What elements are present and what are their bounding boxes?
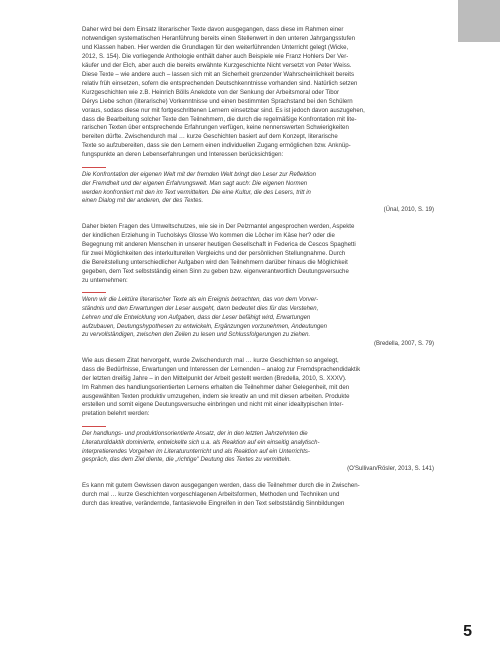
quote-line: ständnis und den Erwartungen der Leser ausgeht, dann bedeutet dies für das Verstehen, <box>82 306 319 313</box>
text-line: durch das kreative, verändernde, fantasievolle Eingreifen in den Text selbstständig Sinnbildungen <box>82 499 345 507</box>
text-line: notwendigen systematischen Heranführung bereits einen Stellenwert in den unteren Jahrgangsstufen <box>82 34 356 42</box>
quote-citation: (Ünal, 2010, S. 19) <box>383 207 434 214</box>
text-line: die Bereitstellung unterschiedlicher Aufgaben wird den Teilnehmern darüber hinaus die Möglichkeit <box>82 258 348 266</box>
text-line: käufer und der Elch, aber auch die bereits erwähnte Kurzgeschichte Nicht versetzt von Peter Weiss. <box>82 61 352 69</box>
quote-line: einen Dialog mit der anderen, der des Textes. <box>82 198 204 205</box>
paragraph <box>82 482 434 509</box>
text-line: fungspunkte an deren Lebenserfahrungen und Interessen berücksichtigen: <box>82 151 284 159</box>
quote-line: zu vervollständigen, zwischen den Zeilen zu lesen und Schlussfolgerungen zu ziehen. <box>82 332 311 339</box>
text-line: Es kann mit gutem Gewissen davon ausgegangen werden, dass die Teilnehmer durch die in Zwischen- <box>82 481 360 489</box>
quote-line: interpretierendes Vorgehen im Literaturunterricht und als Reaktion auf ein Unterrichts- <box>82 448 310 455</box>
text-line: erstellen und somit eigene Deutungsversuche einbringen und nicht mit einer idealtypischen Inter- <box>82 401 344 409</box>
block-quote <box>82 426 434 474</box>
quote-line: Literaturdidaktik dominierte, entwickelte sich u.a. als Reaktion auf ein einseitig analytisch- <box>82 440 320 447</box>
quote-line: der Fremdheit und der eigenen Erfahrungswelt. Man sagt auch: Die eigenen Normen <box>82 181 308 187</box>
text-line: ausgewählten Texten produktiv umzugehen, indem sie kreativ an und mit diesen arbeiten. Produkte <box>82 392 350 400</box>
text-line: und Klassen haben. Hier werden die Grundlagen für den weiterführenden Unterricht gelegt (Wicke, <box>82 43 349 51</box>
quote-line: Die Konfrontation der eigenen Welt mit der fremden Welt bringt den Leser zur Reflektion <box>82 172 316 179</box>
text-line: Im Rahmen des handlungsorientierten Lernens erhalten die Teilnehmer daher Gelegenheit, mit den <box>82 383 350 391</box>
paragraph <box>82 223 434 286</box>
chapter-tab-marker <box>458 0 500 42</box>
text-line: für zwei Möglichkeiten des interkulturellen Vergleichs und der persönlichen Stellungnahme. Durch <box>82 249 346 257</box>
quote-rule <box>82 167 106 168</box>
text-line: rarischen Texten über entsprechende Erfahrungen verfügen, keine nennenswerten Schwierigkeiten <box>82 124 349 132</box>
text-line: durch mal … kurze Geschichten vorgeschlagenen Arbeitsformen, Methoden und Techniken und <box>82 490 340 498</box>
quote-line: gespräch, das dem Ziel diente, die „richtige" Deutung des Textes zu vermitteln. <box>82 457 292 464</box>
text-line: voraus, sodass diese nur mit fortgeschrittenen Lernern einsetzbar sind. Es ist jedoch davon auszugehen, <box>82 106 365 114</box>
quote-citation: (O'Sullivan/Rösler, 2013, S. 141) <box>347 466 434 473</box>
quote-line: Der handlungs- und produktionsorientierte Ansatz, der in den letzten Jahrzehnten die <box>82 431 308 438</box>
text-line: 2012, S. 154). Die vorliegende Anthologie enthält daher auch Beispiele wie Franz Hohlers Der Ver- <box>82 52 349 60</box>
quote-line: Wenn wir die Lektüre literarischer Texte als ein Ereignis betrachten, das von dem Vorver- <box>82 297 319 304</box>
text-line: Diese Texte – wie andere auch – lassen sich mit an Sicherheit grenzender Wahrscheinlichkeit bereits <box>82 70 354 78</box>
text-line: Daher wird bei dem Einsatz literarischer Texte davon ausgegangen, dass diese im Rahmen einer <box>82 26 344 33</box>
text-line: Begegnung mit anderen Menschen in unserer heutigen Gesellschaft in Federica de Cescos Spaghetti <box>82 240 356 248</box>
text-line: Kurzgeschichten wie z.B. Heinrich Bölls Anekdote von der Senkung der Arbeitsmoral oder Tibor <box>82 88 340 96</box>
text-line: Texte so aufzubereiten, dass sie den Lernern einen individuellen Zugang ermöglichen bzw. Anknüp- <box>82 142 351 150</box>
page-number: 5 <box>463 623 472 640</box>
quote-rule <box>82 426 106 427</box>
paragraph <box>82 357 434 420</box>
quote-citation: (Bredella, 2007, S. 79) <box>373 341 434 347</box>
text-line: der kindlichen Erziehung in Tucholskys Glosse Wo kommen die Löcher im Käse her? oder die <box>82 231 335 239</box>
text-line: Daher bieten Fragen des Umweltschutzes, wie sie in Der Pelzmantel angesprochen werden, Aspekte <box>82 222 355 230</box>
text-line: relativ früh einsetzen, sofern die entsprechenden Deutschkenntnisse vorhanden sind. Natürlich setzen <box>82 79 358 87</box>
block-quote <box>82 167 434 215</box>
text-line: dass die Bearbeitung solcher Texte den Teilnehmern, die durch die regelmäßige Konfrontation mit lite- <box>82 115 357 123</box>
page-body <box>82 26 434 509</box>
text-line: gegeben, dem Text selbstständig einen Sinn zu geben bzw. eigenverantwortlich Deutungsversuche <box>82 267 349 275</box>
quote-rule <box>82 292 106 293</box>
text-line: bereiten dürfte. Zwischendurch mal … kurze Geschichten basiert auf dem Konzept, literarische <box>82 133 338 141</box>
text-line: zu unternehmen: <box>82 276 128 284</box>
text-line: Dérys Liebe schon (literarische) Vorkenntnisse und einen bestimmten Sprachstand bei den Schülern <box>82 97 353 105</box>
text-line: der letzten dreißig Jahre – in den Mittelpunkt der Arbeit gestellt werden (Bredella, 2010, S. XXXV). <box>82 374 347 382</box>
quote-line: werden konfrontiert mit den im Text vermittelten. Die eine Kultur, die des Lesers, tritt in <box>82 189 311 196</box>
text-line: Wie aus diesem Zitat hervorgeht, wurde Zwischendurch mal … kurze Geschichten so angelegt, <box>82 356 339 364</box>
block-quote <box>82 292 434 348</box>
text-line: dass die Bedürfnisse, Erwartungen und Interessen der Lernenden – analog zur Fremdsprachendidaktik <box>82 365 361 373</box>
paragraph <box>82 26 434 160</box>
text-line: pretation belehrt werden: <box>82 410 150 418</box>
quote-line: Lehren und die Entwicklung von Aufgaben, dass der Leser befähigt wird, Erwartungen <box>82 314 311 321</box>
quote-line: aufzubauen, Deutungshypothesen zu entwickeln, Ergänzungen vorzunehmen, Andeutungen <box>82 323 327 330</box>
